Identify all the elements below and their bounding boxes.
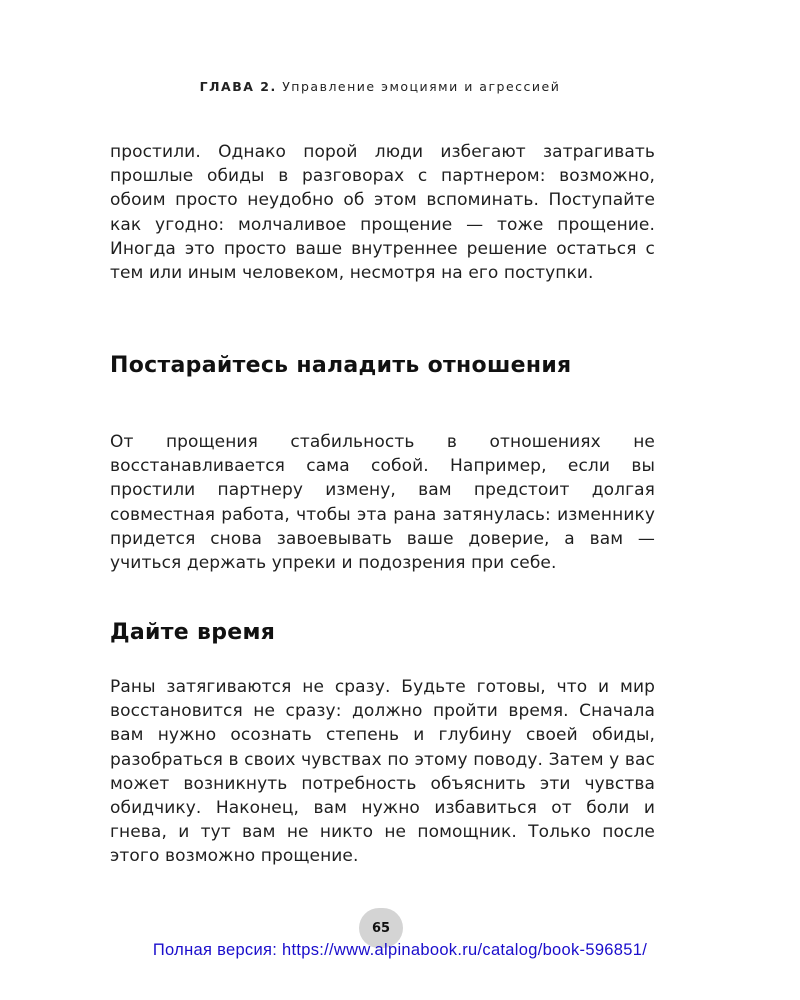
chapter-title: Управление эмоциями и агрессией <box>282 79 561 94</box>
running-header <box>0 79 760 94</box>
body-paragraph-2: От прощения стабильность в отношениях не восстанавливается сама собой. Например, если вы простили партнеру измену, вам предстоит долгая совместная работа, чтобы эта рана затянулась: изменнику придется снова завоевывать ваше доверие, а вам — учиться держать упреки и подозрения при себе. <box>110 432 655 574</box>
section-heading-1: Постарайтесь наладить отношения <box>110 353 572 378</box>
full-version-link[interactable]: Полная версия: https://www.alpinabook.ru/catalog/book-596851/ <box>152 941 648 959</box>
full-version-footer <box>0 941 800 960</box>
body-paragraph-3: Раны затягиваются не сразу. Будьте готовы, что и мир восстановится не сразу: должно пройти время. Сначала вам нужно осознать степень и глубину своей обиды, разобраться в своих чувствах по этому поводу. Затем у вас может возникнуть потребность объяснить эти чувства обидчику. Наконец, вам нужно избавиться от боли и гнева, и тут вам не никто не помощник. Только после этого возможно прощение. <box>110 677 655 867</box>
page-number: 65 <box>371 920 391 936</box>
chapter-label: ГЛАВА 2. <box>199 79 277 94</box>
body-paragraph-1: простили. Однако порой люди избегают затрагивать прошлые обиды в разговорах с партнером: возможно, обоим просто неудобно об этом вспоминать. Поступайте как угодно: молчаливое прощение — тоже прощение. Иногда это просто ваше внутреннее решение остаться с тем или иным человеком, несмотря на его поступки. <box>110 142 655 284</box>
section-heading-2: Дайте время <box>110 620 276 645</box>
